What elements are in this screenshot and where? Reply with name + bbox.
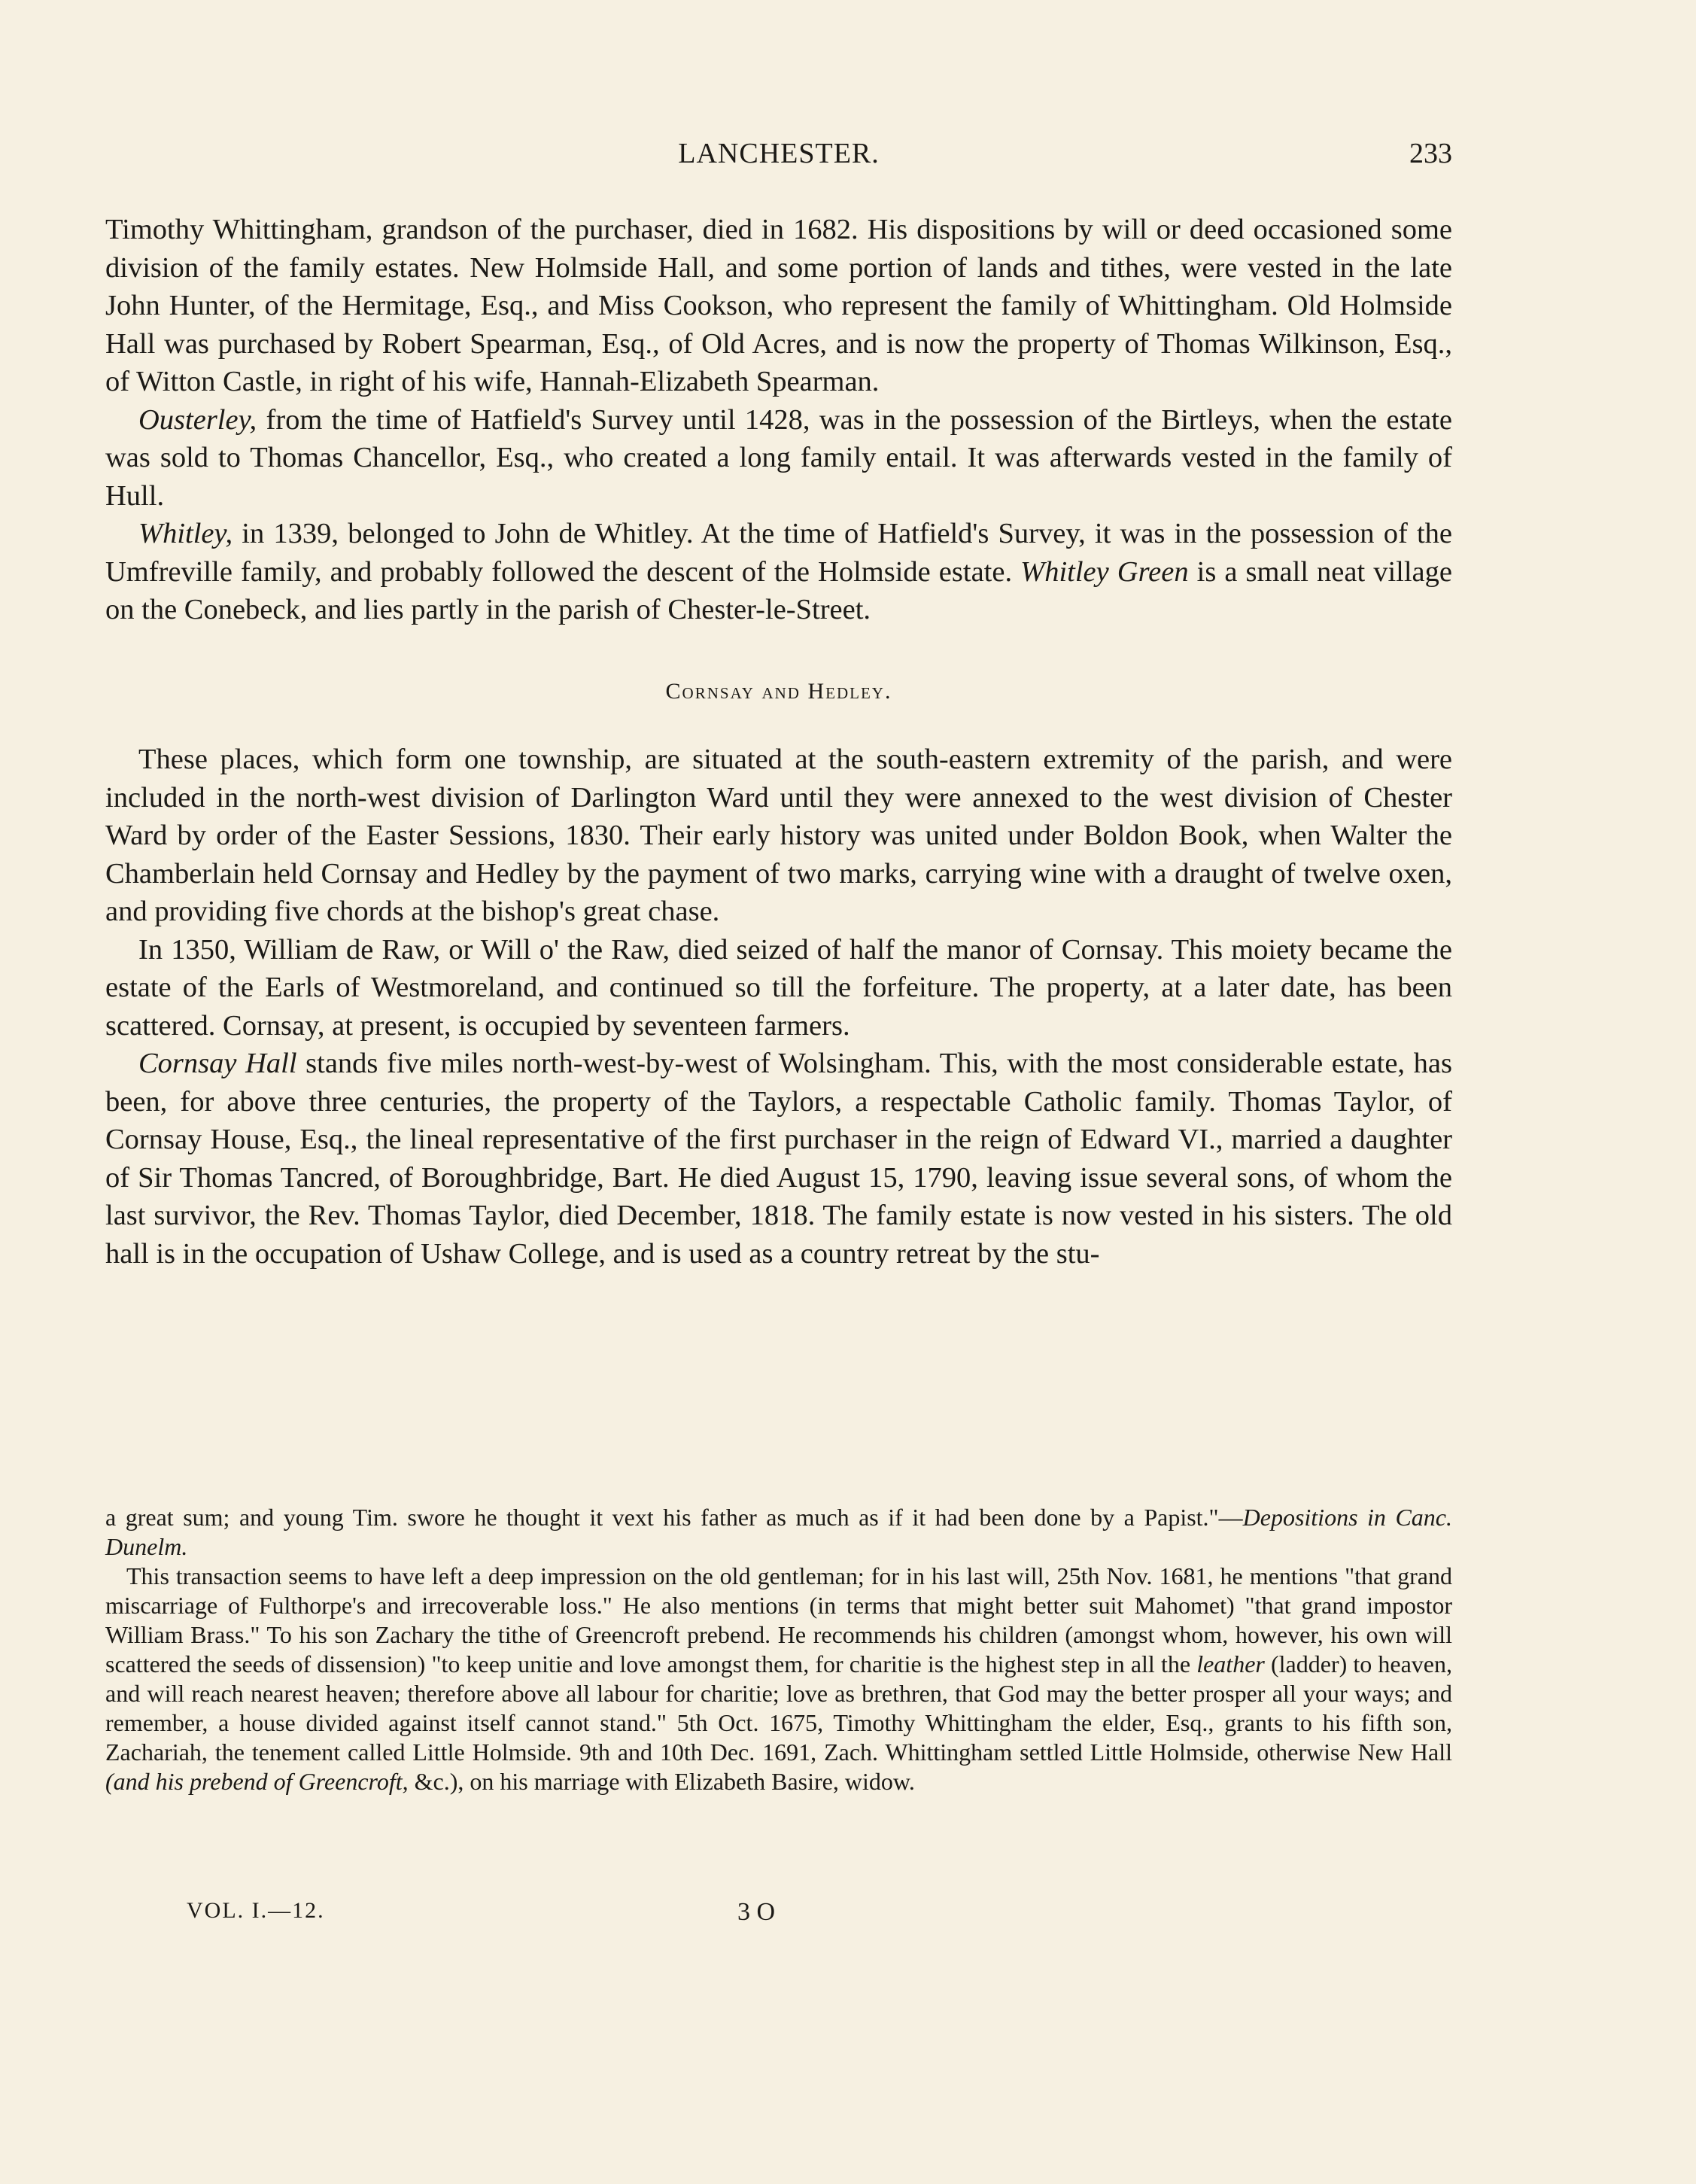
paragraph-ousterley-text: from the time of Hatfield's Survey until 1428, was in the possession of the Birtleys, when the estate was sold to Thomas Chancellor, Esq., who created a long family entail. It was afterwards vested in the family of Hull. [105,403,1452,512]
place-name-whitley-green: Whitley Green [1020,555,1189,588]
paragraph-ousterley [105,401,1452,516]
page-header [105,137,1452,182]
running-title: LANCHESTER. [678,138,880,169]
paragraph-cornsay-hall [105,1045,1452,1273]
main-text [105,211,1452,1273]
footnote-will-text-b: (ladder) to heaven, and will reach nearest heaven; therefore above all labour for charitie; love as brethren, that God may the better prosper all your ways; and remember, a house divided against itself cannot stand." 5th Oct. 1675, Timothy Whittingham the elder, Esq., grants to his fifth son, Zachariah, the tenement called Little Holmside. 9th and 10th Dec. 1691, Zach. Whittingham settled Little Holmside, otherwise New Hall [105,1650,1453,1766]
paragraph-whitley-text: in 1339, belonged to John de Whitley. At the time of Hatfield's Survey, it was in the possession of the Umfreville family, and probably followed the descent of the Holmside estate. [105,518,1452,588]
footnote-will-text-a: This transaction seems to have left a deep impression on the old gentleman; for in his last will, 25th Nov. 1681, he mentions "that grand miscarriage of Fulthorpe's and irrecoverable loss." He also mentions (in terms that might better suit Mahomet) "that grand impostor William Brass." To his son Zachary the tithe of Greencroft prebend. He recommends his children (amongst whom, however, his own will scattered the seeds of dissension) "to keep unitie and love amongst them, for charitie is the highest step in all the [105,1562,1452,1678]
footnote-continued-text: a great sum; and young Tim. swore he thought it vext his father as much as if it had been done by a Papist."— [105,1504,1243,1531]
place-name-whitley: Whitley, [138,518,233,549]
paragraph-holmside: Timothy Whittingham, grandson of the purchaser, died in 1682. His dispositions by will or deed occasioned some division of the family estates. New Holmside Hall, and some portion of lands and tithes, were vested in the late John Hunter, of the Hermitage, Esq., and Miss Cookson, who represent the family of Whittingham. Old Holmside Hall was purchased by Robert Spearman, Esq., of Old Acres, and is now the property of Thomas Wilkinson, Esq., of Witton Castle, in right of his wife, Hannah-Elizabeth Spearman. [105,214,1452,397]
paragraph-cornsay-manor: In 1350, William de Raw, or Will o' the Raw, died seized of half the manor of Cornsay. This moiety became the estate of the Earls of Westmoreland, and continued so till the forfeiture. The property, at a later date, has been scattered. Cornsay, at present, is occupied by seventeen farmers. [105,933,1452,1042]
volume-mark: VOL. I.—12. [187,1898,325,1923]
paragraph-cornsay-hall-text: stands five miles north-west-by-west of Wolsingham. This, with the most considerable estate, has been, for above three centuries, the property of the Taylors, a respectable Catholic family. Thomas Taylor, of Cornsay House, Esq., the lineal representative of the first purchaser in the reign of Edward VI., married a daughter of Sir Thomas Tancred, of Boroughbridge, Bart. He died August 15, 1790, leaving issue several sons, of whom the last survivor, the Rev. Thomas Taylor, died December, 1818. The family estate is now vested in his sisters. The old hall is in the occupation of Ushaw College, and is used as a country retreat by the stu- [105,1048,1452,1270]
signature-mark: 3 O [737,1898,776,1926]
section-heading-cornsay-hedley: Cornsay and Hedley. [665,678,892,704]
place-name-ousterley: Ousterley, [138,403,257,436]
footnote-will [105,1562,1452,1796]
place-name-cornsay-hall: Cornsay Hall [138,1048,297,1079]
footnote-will-prebend: (and his prebend of Greencroft, [105,1768,409,1795]
paragraph-whitley-green-text: is a small neat village on the Conebeck, and lies partly in the parish of Chester-le-Street. [105,555,1452,625]
footnote-will-text-c: &c.), on his marriage with Elizabeth Basire, widow. [408,1768,915,1795]
footnote-continued [105,1503,1452,1562]
footnote-source: Depositions in Canc. Dunelm. [105,1504,1453,1560]
paragraph-cornsay-township: These places, which form one township, are situated at the south-eastern extremity of the parish, and were included in the north-west division of Darlington Ward until they were annexed to the west division of Chester Ward by order of the Easter Sessions, 1830. Their early history was united under Boldon Book, when Walter the Chamberlain held Cornsay and Hedley by the payment of two marks, carrying wine with a draught of twelve oxen, and providing five chords at the bishop's great chase. [105,744,1452,927]
page-footer [105,1898,1452,1931]
paragraph-whitley [105,515,1452,629]
page-number: 233 [1409,138,1452,169]
footnotes [105,1503,1452,1796]
footnote-will-leather: leather [1196,1650,1265,1678]
